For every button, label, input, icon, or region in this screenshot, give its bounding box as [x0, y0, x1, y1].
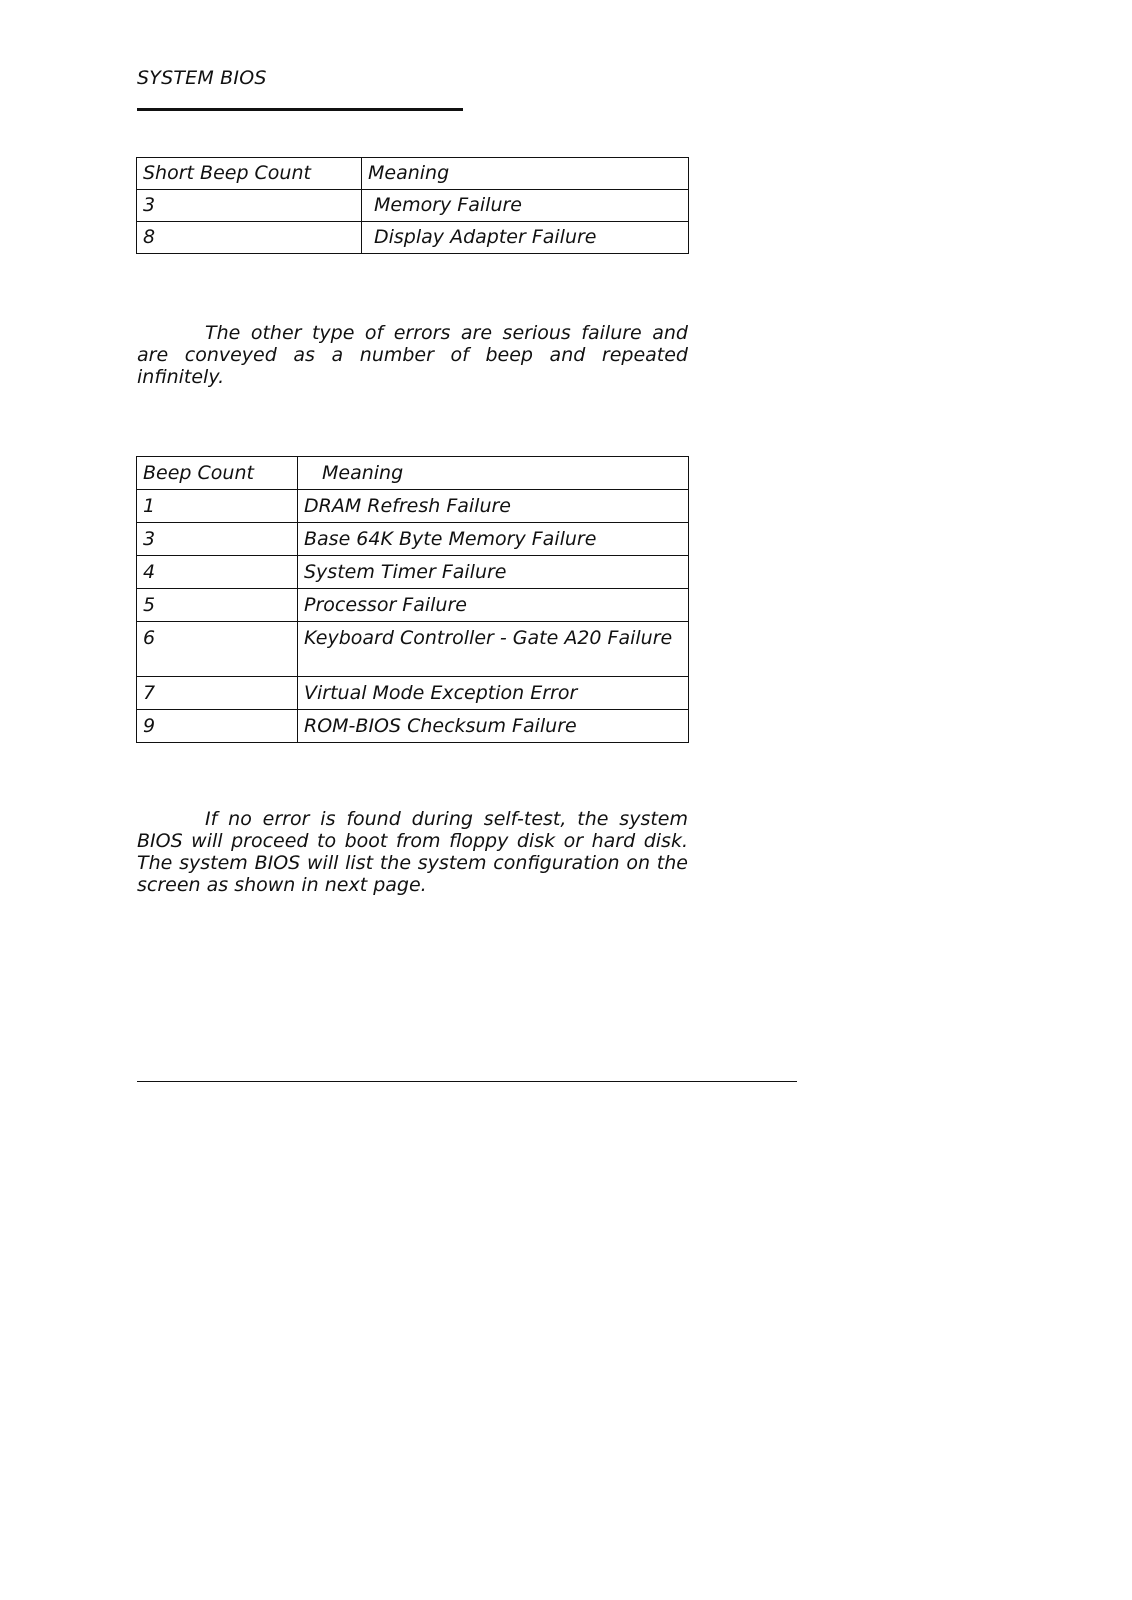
beep-count-table: [136, 456, 689, 743]
beep-count-cell: 3: [137, 523, 298, 556]
meaning-cell: Keyboard Controller - Gate A20 Failure: [298, 622, 689, 677]
meaning-cell: Memory Failure: [362, 190, 689, 222]
beep-count-cell: 5: [137, 589, 298, 622]
beep-count-cell: 8: [137, 222, 362, 254]
footer-rule: [137, 1081, 797, 1082]
serious-errors-paragraph: The other type of errors are serious failure and are conveyed as a number of beep and repeated infinitely.: [137, 322, 688, 388]
column-header-beep-count: Beep Count: [137, 457, 298, 490]
meaning-cell: System Timer Failure: [298, 556, 689, 589]
table-row: [137, 589, 689, 622]
column-header-meaning: Meaning: [362, 158, 689, 190]
meaning-cell: ROM-BIOS Checksum Failure: [298, 710, 689, 743]
beep-count-cell: 9: [137, 710, 298, 743]
beep-count-cell: 4: [137, 556, 298, 589]
page-header-title: SYSTEM BIOS: [137, 67, 267, 89]
column-header-short-beep-count: Short Beep Count: [137, 158, 362, 190]
meaning-cell: Base 64K Byte Memory Failure: [298, 523, 689, 556]
table-header-row: [137, 158, 689, 190]
table-row: [137, 222, 689, 254]
column-header-meaning: Meaning: [298, 457, 689, 490]
beep-count-cell: 1: [137, 490, 298, 523]
beep-count-cell: 7: [137, 677, 298, 710]
table-row: [137, 523, 689, 556]
beep-count-cell: 6: [137, 622, 298, 677]
beep-count-cell: 3: [137, 190, 362, 222]
table-row: [137, 710, 689, 743]
table-row: [137, 190, 689, 222]
table-row: [137, 622, 689, 677]
header-rule: [137, 108, 463, 111]
table-row: [137, 490, 689, 523]
no-error-paragraph: If no error is found during self-test, the system BIOS will proceed to boot from floppy disk or hard disk. The system BIOS will list the system configuration on the screen as shown in next page.: [137, 808, 688, 896]
meaning-cell: Virtual Mode Exception Error: [298, 677, 689, 710]
table-row: [137, 556, 689, 589]
meaning-cell: DRAM Refresh Failure: [298, 490, 689, 523]
meaning-cell: Processor Failure: [298, 589, 689, 622]
short-beep-table: [136, 157, 689, 254]
meaning-cell: Display Adapter Failure: [362, 222, 689, 254]
table-row: [137, 677, 689, 710]
table-header-row: [137, 457, 689, 490]
